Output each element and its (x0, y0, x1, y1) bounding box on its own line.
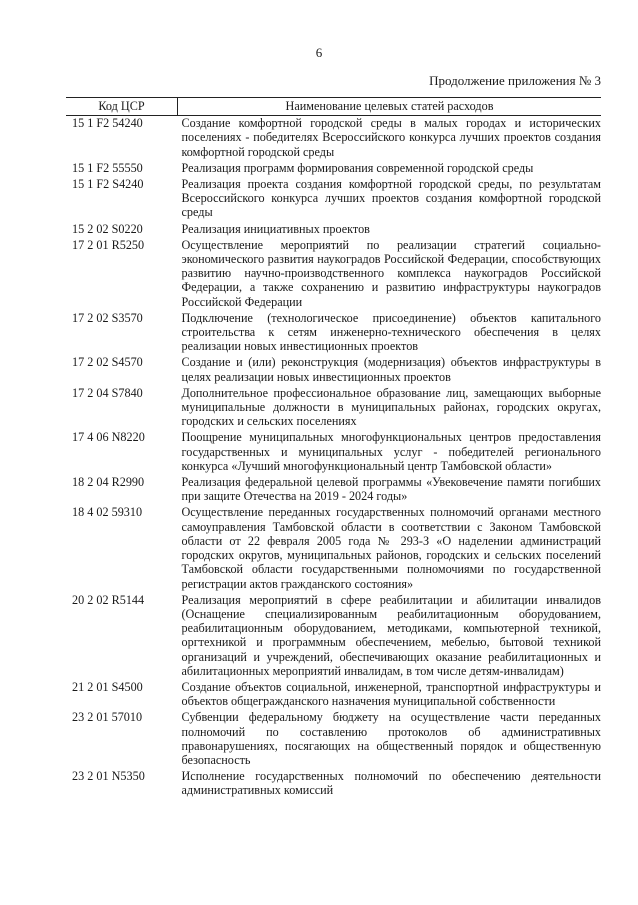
csr-code-cell: 17 4 06 N8220 (72, 430, 145, 445)
expense-article-name-cell: Осуществление переданных государственных полномочий органами местного самоуправления Тамбовской области в соответствии с Законом Тамбовской области от 22 февраля 2005 года № 293-З «О наделении администраций городских округов, муниципальных районов, городских и сельских поселений Тамбовской области государственными полномочиями по государственной регистрации актов гражданского состояния» (181, 505, 601, 591)
expense-article-name-cell: Субвенции федеральному бюджету на осуществление части переданных полномочий по составлению протоколов об административных правонарушениях, посягающих на общественный порядок и общественную безопасность (181, 710, 601, 767)
csr-code-cell: 17 2 02 S3570 (72, 310, 143, 325)
table-body (66, 116, 601, 800)
csr-code-cell: 18 4 02 59310 (72, 505, 143, 520)
csr-code-cell: 15 1 F2 55550 (72, 160, 143, 175)
expense-article-name-cell: Реализация проекта создания комфортной городской среды, по результатам Всероссийского конкурса лучших проектов создания комфортной городской среды (181, 177, 601, 220)
csr-code-cell: 17 2 02 S4570 (72, 355, 143, 370)
table-row (66, 222, 601, 238)
column-header-name: Наименование целевых статей расходов (178, 98, 602, 116)
annex-continuation-note: Продолжение приложения № 3 (429, 73, 601, 88)
table-row (66, 238, 601, 311)
table-row (66, 430, 601, 475)
table-header-row (66, 98, 601, 116)
page-number: 6 (315, 45, 323, 60)
csr-code-cell: 15 2 02 S0220 (72, 221, 143, 236)
table-row (66, 680, 601, 710)
expense-article-name-cell: Исполнение государственных полномочий по обеспечению деятельности административных комиссий (181, 769, 601, 798)
csr-code-cell: 23 2 01 N5350 (72, 769, 145, 784)
table-row (66, 386, 601, 431)
table-row (66, 769, 601, 799)
csr-code-cell: 23 2 01 57010 (72, 710, 143, 725)
expense-article-name-cell: Создание объектов социальной, инженерной, транспортной инфраструктуры и объектов общегражданского назначения муниципальной собственности (181, 679, 601, 709)
expense-article-name-cell: Реализация мероприятий в сфере реабилитации и абилитации инвалидов (Оснащение специализированным реабилитационным оборудованием, реабилитационным оборудованием, методиками, компьютерной техникой, оргтехникой и программным обеспечением, мебелью, бытовой техникой организаций и учреждений, обеспечивающих оказание реабилитационных и абилитационных мероприятий инвалидам, в том числе детям-инвалидам) (181, 592, 601, 678)
table-row (66, 505, 601, 592)
expense-article-name-cell: Поощрение муниципальных многофункциональных центров предоставления государственных и муниципальных услуг - победителей регионального конкурса «Лучший многофункциональный центр Тамбовской области» (181, 430, 601, 473)
expense-article-name-cell: Подключение (технологическое присоединение) объектов капитального строительства к сетям инженерно-технического обеспечения в целях реализации новых инвестиционных проектов (181, 310, 601, 354)
csr-code-cell: 17 2 01 R5250 (72, 237, 145, 252)
expense-article-name-cell: Создание и (или) реконструкция (модернизация) объектов инфраструктуры в целях реализации новых инвестиционных проектов (181, 355, 601, 384)
target-articles-table (66, 97, 601, 800)
csr-code-cell: 17 2 04 S7840 (72, 385, 143, 400)
csr-code-cell: 15 1 F2 54240 (72, 116, 143, 131)
csr-code-cell: 21 2 01 S4500 (72, 679, 143, 694)
csr-code-cell: 15 1 F2 S4240 (72, 177, 144, 192)
column-header-code: Код ЦСР (66, 98, 178, 116)
table-row (66, 116, 601, 161)
expense-article-name-cell: Создание комфортной городской среды в малых городах и исторических поселениях - победителях Всероссийского конкурса лучших проектов создания комфортной городской среды (181, 116, 601, 159)
expense-article-name-cell: Реализация федеральной целевой программы «Увековечение памяти погибших при защите Отечества на 2019 - 2024 годы» (181, 475, 601, 504)
expense-article-name-cell: Реализация инициативных проектов (181, 221, 370, 236)
expense-article-name-cell: Дополнительное профессиональное образование лиц, замещающих выборные муниципальные должности в муниципальных районах, городских округах, городских и сельских поселениях (181, 385, 601, 429)
expense-article-name-cell: Реализация программ формирования современной городской среды (181, 160, 534, 175)
expense-article-name-cell: Осуществление мероприятий по реализации стратегий социально-экономического развития наукоградов Российской Федерации, способствующих развитию научно-производственного комплекса наукоградов Российской Федерации, а также сохранению и развитию инфраструктуры наукоградов Российской Федерации (181, 237, 601, 309)
table-row (66, 161, 601, 177)
table-row (66, 177, 601, 222)
table-row (66, 475, 601, 505)
table-row (66, 311, 601, 356)
csr-code-cell: 20 2 02 R5144 (72, 592, 145, 607)
table-row (66, 710, 601, 769)
csr-code-cell: 18 2 04 R2990 (72, 475, 145, 490)
table-row (66, 593, 601, 680)
table-row (66, 355, 601, 385)
